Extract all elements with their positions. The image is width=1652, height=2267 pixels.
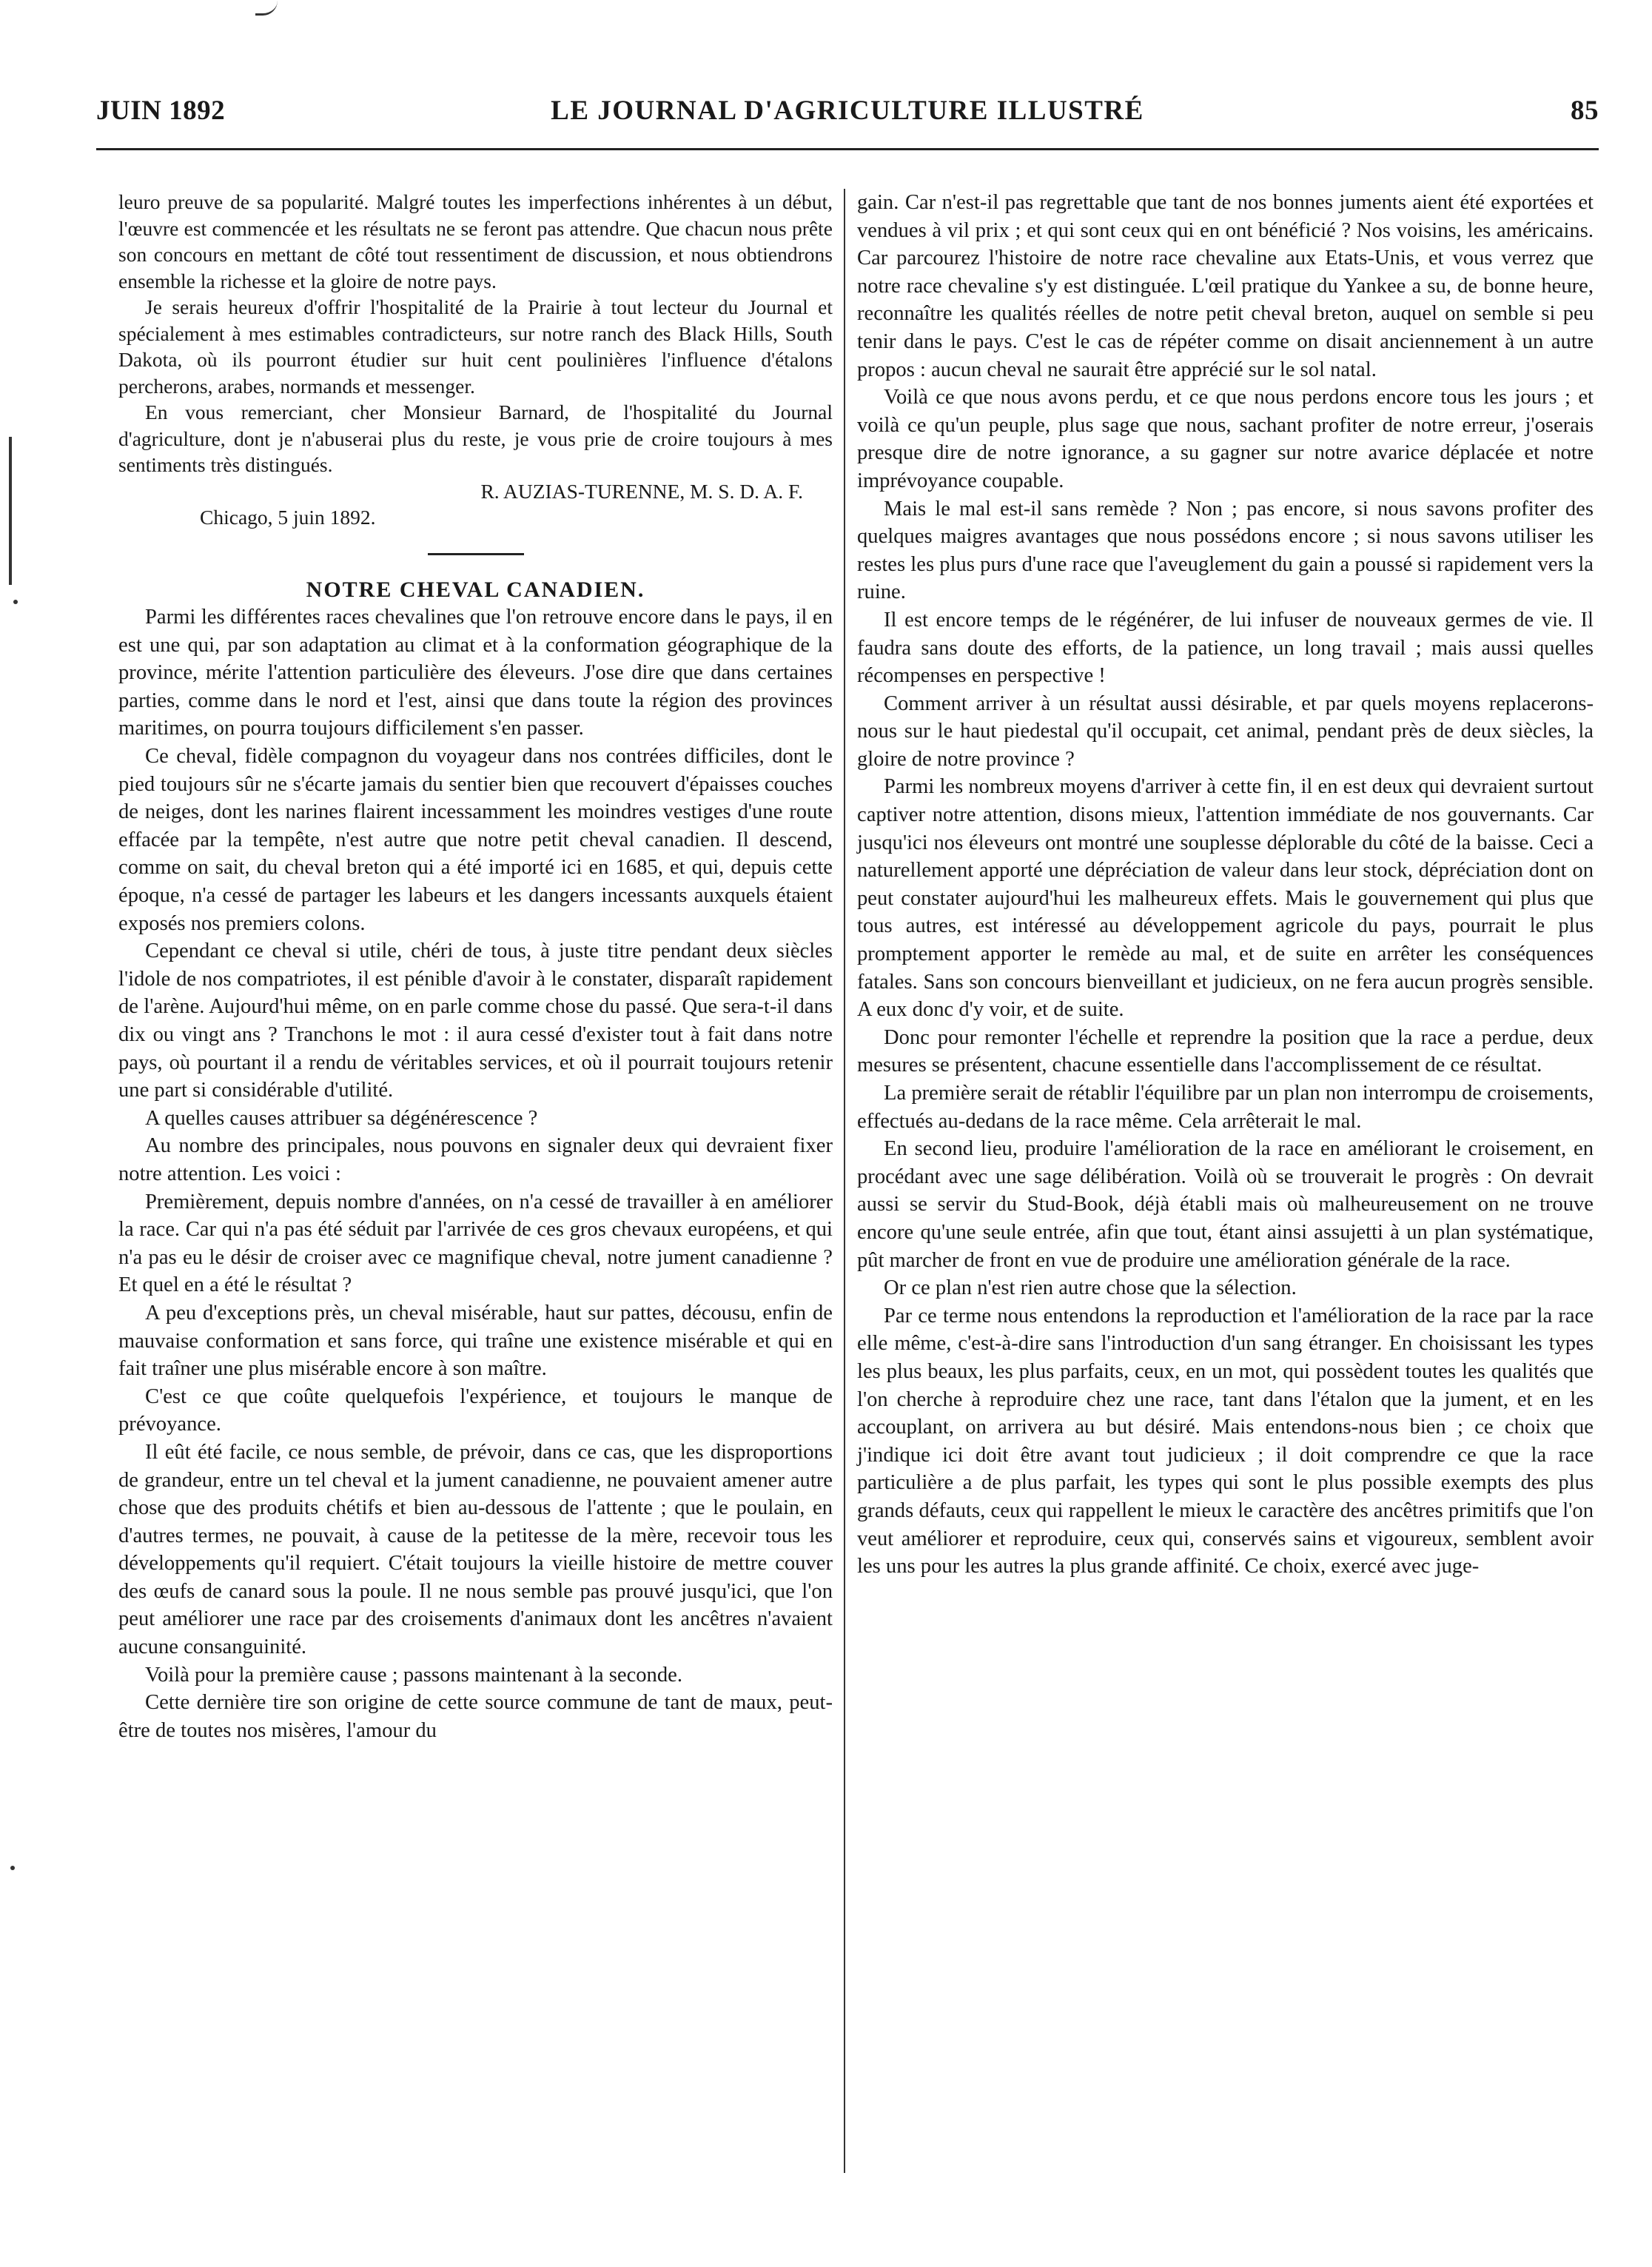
paragraph: Parmi les nombreux moyens d'arriver à cette fin, il en est deux qui devraient surtout captiver notre attention, disons mieux, l'attention immédiate de nos gouvernants. Car jusqu'ici nos éleveurs ont montré une souplesse déplorable du côté de la baisse. Ceci a naturellement apporté une dépréciation de valeur dans leur stock, dépréciation dont on peut constater aujourd'hui les malheureux effets. Mais le gouvernement qui plus que tous autres, est intéressé au développement agricole du pays, pourrait le plus promptement apporter le remède au mal, et de suite en arrêter les conséquences fatales. Sans son concours bienveillant et judicieux, on ne fera aucun progrès sensible. A eux donc d'y voir, et de suite. — [857, 775, 1594, 1022]
paragraph: Cependant ce cheval si utile, chéri de tous, à juste titre pendant deux siècles l'idole de nos compatriotes, il est pénible d'avoir à le constater, disparaît rapidement de l'arène. Aujourd'hui même, on en parle comme chose du passé. Que sera-t-il dans dix ou vingt ans ? Tranchons le mot : il aura cessé d'exister tout à fait dans notre pays, où pourtant il a rendu de véritables services, et où il pourrait toujours retenir une part si considérable d'utilité. — [118, 940, 833, 1102]
header-rule — [96, 148, 1599, 150]
letter-signature: R. AUZIAS-TURENNE, M. S. D. A. F. — [480, 479, 803, 503]
left-column — [118, 189, 833, 1744]
paragraph: A quelles causes attribuer sa dégénérescence ? — [145, 1106, 538, 1130]
paragraph: Comment arriver à un résultat aussi désirable, et par quels moyens replacerons-nous sur le haut piedestal qu'il occupait, cet animal, pendant près de deux siècles, la gloire de notre province ? — [857, 692, 1594, 771]
paragraph: Il eût été facile, ce nous semble, de prévoir, dans ce cas, que les disproportions de grandeur, entre un tel cheval et la jument canadienne, ne pouvaient amener autre chose que des produits chétifs et bien au-dessous de l'attente ; que le poulain, en d'autres termes, ne pouvait, à cause de la petitesse de la mère, recevoir tous les développements qu'il requiert. C'était toujours la vieille histoire de mettre couver des œufs de canard sous la poule. Il ne nous semble pas prouvé jusqu'ici, que l'on peut améliorer une race par des croisements d'animaux dont les ancêtres n'avaient aucune consanguinité. — [118, 1440, 833, 1659]
paragraph: En vous remerciant, cher Monsieur Barnard, de l'hospitalité du Journal d'agriculture, dont je n'abuserai plus du reste, je vous prie de croire toujours à mes sentiments très distingués. — [118, 401, 833, 476]
scan-margin-mark — [9, 437, 12, 585]
section-separator — [428, 553, 524, 555]
article-title: NOTRE CHEVAL CANADIEN. — [306, 577, 645, 602]
header-date: JUIN 1892 — [96, 96, 226, 126]
right-column — [857, 189, 1594, 1581]
header-page-number: 85 — [1571, 96, 1599, 126]
paragraph: Parmi les différentes races chevalines que l'on retrouve encore dans le pays, il en est une qui, par son adaptation au climat et à la conformation géographique de la province, mérite l'attention particulière des éleveurs. J'ose dire que dans certaines parties, comme dans le nord et l'est, ainsi que dans toute la région des provinces maritimes, on pourra toujours difficilement s'en passer. — [118, 606, 833, 740]
letter-place-date: Chicago, 5 juin 1892. — [200, 506, 376, 529]
paragraph: leuro preuve de sa popularité. Malgré toutes les imperfections inhérentes à un début, l'œuvre est commencée et les résultats ne se feront pas attendre. Que chacun nous prête son concours en mettant de côté tout ressentiment de discussion, et nous obtiendrons ensemble la richesse et la gloire de notre pays. — [118, 190, 833, 292]
paragraph: Voilà pour la première cause ; passons maintenant à la seconde. — [145, 1663, 682, 1687]
header-journal-title: LE JOURNAL D'AGRICULTURE ILLUSTRÉ — [551, 96, 1144, 126]
paragraph: Ce cheval, fidèle compagnon du voyageur dans nos contrées difficiles, dont le pied toujours sûr ne s'écarte jamais du sentier bien que recouvert d'épaisses couches de neiges, dont les narines flairent incessamment les moindres vestiges d'une route effacée par la tempête, n'est autre que notre petit cheval canadien. Il descend, comme on sait, du cheval breton qui a été importé ici en 1685, et qui, depuis cette époque, n'a cessé de partager les labeurs et les dangers incessants auxquels étaient exposés nos premiers colons. — [118, 745, 833, 935]
paragraph: Donc pour remonter l'échelle et reprendre la position que la race a perdue, deux mesures se présentent, chacune essentielle dans l'accomplissement de ce résultat. — [857, 1025, 1594, 1077]
paragraph: Or ce plan n'est rien autre chose que la sélection. — [884, 1276, 1297, 1300]
paragraph: Mais le mal est-il sans remède ? Non ; pas encore, si nous savons profiter des quelques maigres avantages que nous possédons encore ; si nous savons utiliser les restes les plus purs d'une race que l'aveuglement du gain a poussé si rapidement vers la ruine. — [857, 497, 1594, 604]
page-header — [96, 95, 1599, 139]
paragraph: gain. Car n'est-il pas regrettable que tant de nos bonnes juments aient été exportées et vendues à vil prix ; et qui sont ceux qui en ont bénéficié ? Nos voisins, les américains. Car parcourez l'histoire de notre race chevaline aux Etats-Unis, et vous verrez que notre race chevaline s'y est distinguée. L'œil pratique du Yankee a su, de bonne heure, reconnaître les qualités réelles de notre petit cheval breton, auquel on semble si peu tenir dans le pays. C'est le cas de répéter comme on disait anciennement à un autre propos : aucun cheval ne saurait être apprécié sur le sol natal. — [857, 191, 1594, 381]
paragraph: En second lieu, produire l'amélioration de la race en améliorant le croisement, en procédant avec une sage délibération. Voilà où se trouverait le progrès : On devrait aussi se servir du Stud-Book, déjà établi mais où malheureusement on ne trouve encore qu'une seule entrée, afin que tout, étant ainsi assujetti à un plan systématique, pût marcher de front en vue de produire une amélioration générale de la race. — [857, 1137, 1594, 1272]
column-divider — [844, 189, 845, 2173]
paragraph: Par ce terme nous entendons la reproduction et l'amélioration de la race par la race elle même, c'est-à-dire sans l'introduction d'un sang étranger. En choisissant les types les plus beaux, les plus parfaits, ceux, en un mot, qui possèdent toutes les qualités que l'on cherche à reproduire chez une race, tant dans l'étalon que la jument, et en les accouplant, on arrivera au but désiré. Mais entendons-nous bien ; ce choix que j'indique ici doit être avant tout judicieux ; il doit comprendre ce que la race particulière a de plus parfait, les types qui sont le plus possible exempts des plus grands défauts, ceux qui rappellent le mieux le caractère des ancêtres primitifs que l'on veut améliorer et reproduire, ceux qui, conservés sains et vigoureux, semblent avoir les uns pour les autres la plus grande affinité. Ce choix, exercé avec juge- — [857, 1304, 1594, 1578]
letter-continuation — [118, 189, 833, 531]
paragraph: La première serait de rétablir l'équilibre par un plan non interrompu de croisements, effectués au-dedans de la race même. Cela arrêterait le mal. — [857, 1082, 1594, 1133]
paragraph: Cette dernière tire son origine de cette source commune de tant de maux, peut-être de toutes nos misères, l'amour du — [118, 1691, 833, 1742]
paragraph: A peu d'exceptions près, un cheval misérable, haut sur pattes, décousu, enfin de mauvaise conformation et sans force, qui traîne une existence misérable et qui en fait traîner une plus misérable encore à son maître. — [118, 1301, 833, 1381]
paragraph: C'est ce que coûte quelquefois l'expérience, et toujours le manque de prévoyance. — [118, 1384, 833, 1436]
paragraph: Premièrement, depuis nombre d'années, on n'a cessé de travailler à en améliorer la race. Car qui n'a pas été séduit par l'arrivée de ces gros chevaux européens, et qui n'a pas eu le désir de croiser avec ce magnifique cheval, notre jument canadienne ? Et quel en a été le résultat ? — [118, 1190, 833, 1297]
paragraph: Voilà ce que nous avons perdu, et ce que nous perdons encore tous les jours ; et voilà ce qu'un peuple, plus sage que nous, sachant profiter de notre erreur, j'oserais presque dire de notre ignorance, a su gagner sur notre avarice déplacée et notre imprévoyance coupable. — [857, 386, 1594, 492]
scan-margin-dot — [10, 1866, 15, 1870]
paragraph: Au nombre des principales, nous pouvons en signaler deux qui devraient fixer notre attention. Les voici : — [118, 1134, 833, 1185]
scan-margin-dot — [13, 600, 18, 604]
paragraph: Il est encore temps de le régénérer, de lui infuser de nouveaux germes de vie. Il faudra sans doute des efforts, de la patience, un long travail ; mais aussi quelles récompenses en perspective ! — [857, 608, 1594, 688]
paragraph: Je serais heureux d'offrir l'hospitalité de la Prairie à tout lecteur du Journal et spécialement à mes estimables contradicteurs, sur notre ranch des Black Hills, South Dakota, où ils pourront étudier sur huit cent poulinières l'influence d'étalons percherons, arabes, normands et messenger. — [118, 295, 833, 398]
scan-mark — [255, 0, 278, 16]
